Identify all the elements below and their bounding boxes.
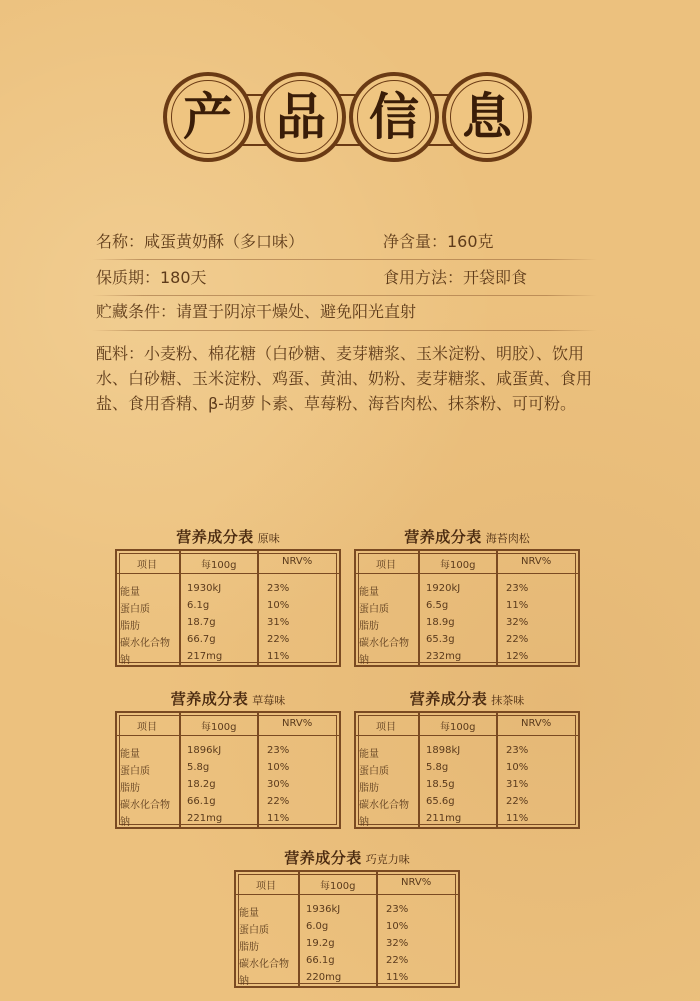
nutrient-nrv: 22% [267,796,290,807]
table-row [117,760,339,777]
nutrient-name: 钠 [359,817,369,828]
nutrient-nrv: 32% [386,938,409,949]
title-char-2: 品 [276,87,326,146]
nutrition-table-flavor: 草莓味 [252,694,286,707]
table-body [117,581,339,666]
nutrient-nrv: 11% [267,813,290,824]
table-row [356,649,578,666]
nutrient-per100g: 18.9g [426,617,455,628]
title-char-3: 信 [369,87,419,146]
nutrient-nrv: 31% [267,617,290,628]
nutrient-nrv: 10% [267,762,290,773]
header-per100g: 每100g [440,560,476,571]
header-nrv: NRV% [282,556,313,567]
header-item: 项目 [137,722,157,733]
header-per100g: 每100g [320,881,356,892]
table-row [117,743,339,760]
table-row [236,970,458,987]
nutrient-nrv: 11% [506,600,529,611]
table-row [236,936,458,953]
nutrient-per100g: 5.8g [187,762,210,773]
table-row [356,794,578,811]
nutrition-table-title: 营养成分表 [170,690,249,708]
nutrient-name: 碳水化合物 [120,638,170,649]
table-row [117,615,339,632]
table-row [356,598,578,615]
table-row [236,953,458,970]
nutrition-table-3 [115,689,341,829]
nutrient-per100g: 19.2g [306,938,335,949]
nutrient-name: 脂肪 [120,621,140,632]
nutrition-table-flavor: 抹茶味 [491,694,525,707]
table-row [117,777,339,794]
nutrient-name: 脂肪 [239,942,259,953]
nutrient-name: 蛋白质 [239,925,269,936]
table-row [117,632,339,649]
nutrient-name: 碳水化合物 [359,638,409,649]
nutrition-table-title: 营养成分表 [284,849,362,867]
nutrient-nrv: 12% [506,651,529,662]
table-row [117,794,339,811]
table-header-row [356,713,578,736]
nutrient-name: 碳水化合物 [359,800,409,811]
table-row [356,777,578,794]
nutrition-table-flavor: 原味 [257,532,280,545]
nutrient-name: 蛋白质 [120,604,150,615]
table-row [236,919,458,936]
nutrient-nrv: 32% [506,617,529,628]
table-row [356,581,578,598]
nutrient-name: 钠 [239,976,249,987]
nutrient-name: 蛋白质 [120,766,150,777]
nutrition-table-title: 营养成分表 [409,690,488,708]
nutrient-name: 能量 [239,908,259,919]
header-per100g: 每100g [201,560,237,571]
nutrient-per100g: 1930kJ [187,583,222,594]
nutrition-table-grid [115,549,341,667]
nutrient-name: 脂肪 [120,783,140,794]
nutrient-name: 脂肪 [359,783,379,794]
nutrient-nrv: 11% [267,651,290,662]
nutrient-nrv: 11% [386,972,409,983]
nutrient-nrv: 22% [506,634,529,645]
nutrient-name: 能量 [359,749,379,760]
nutrition-table-heading [354,527,580,547]
nutrition-table-flavor: 海苔肉松 [485,532,530,545]
nutrient-per100g: 6.0g [306,921,329,932]
table-header-row [117,713,339,736]
net-weight: 净含量：160克 [383,232,494,251]
nutrient-per100g: 18.2g [187,779,216,790]
divider-3 [92,330,597,331]
nutrient-nrv: 10% [506,762,529,773]
nutrient-name: 脂肪 [359,621,379,632]
nutrient-per100g: 66.7g [187,634,216,645]
title-circle-4 [442,72,532,162]
nutrient-per100g: 1898kJ [426,745,461,756]
storage-conditions: 贮藏条件：请置于阴凉干燥处、避免阳光直射 [96,302,417,321]
table-body [117,743,339,828]
divider-2 [92,295,597,296]
header-nrv: NRV% [521,718,552,729]
nutrient-nrv: 22% [386,955,409,966]
nutrition-table-heading [234,848,460,868]
product-name: 名称：咸蛋黄奶酥（多口味） [96,232,305,251]
table-row [356,760,578,777]
nutrient-per100g: 65.3g [426,634,455,645]
nutrient-per100g: 18.5g [426,779,455,790]
header-per100g: 每100g [440,722,476,733]
table-header-row [117,551,339,574]
nutrient-nrv: 10% [386,921,409,932]
nutrient-nrv: 23% [267,583,290,594]
nutrient-name: 能量 [120,749,140,760]
nutrient-per100g: 220mg [306,972,342,983]
nutrient-per100g: 65.6g [426,796,455,807]
nutrient-per100g: 6.5g [426,600,449,611]
nutrient-nrv: 23% [267,745,290,756]
nutrition-table-grid [354,711,580,829]
nutrition-table-grid [234,870,460,988]
nutrient-per100g: 1896kJ [187,745,222,756]
nutrient-per100g: 6.1g [187,600,210,611]
table-body [236,902,458,987]
nutrient-nrv: 10% [267,600,290,611]
title-circle-3 [349,72,439,162]
table-row [356,615,578,632]
title-circle-1 [163,72,253,162]
nutrient-name: 钠 [359,655,369,666]
header-per100g: 每100g [201,722,237,733]
nutrient-name: 碳水化合物 [239,959,289,970]
table-header-row [356,551,578,574]
table-header-row [236,872,458,895]
title-char-1: 产 [183,87,233,146]
table-row [236,902,458,919]
nutrient-nrv: 22% [506,796,529,807]
table-row [117,598,339,615]
nutrient-name: 钠 [120,817,130,828]
nutrient-nrv: 11% [506,813,529,824]
nutrient-per100g: 1920kJ [426,583,461,594]
header-nrv: NRV% [282,718,313,729]
nutrition-table-title: 营养成分表 [404,528,482,546]
table-row [117,649,339,666]
table-row [356,632,578,649]
nutrition-table-flavor: 巧克力味 [365,853,410,866]
nutrition-table-heading [354,689,580,709]
title-circle-2 [256,72,346,162]
shelf-life: 保质期：180天 [96,268,207,287]
nutrient-nrv: 23% [506,583,529,594]
nutrition-table-4 [354,689,580,829]
table-row [356,811,578,828]
nutrient-name: 蛋白质 [359,766,389,777]
nutrient-per100g: 18.7g [187,617,216,628]
nutrient-name: 蛋白质 [359,604,389,615]
nutrition-table-2 [354,527,580,667]
nutrient-nrv: 30% [267,779,290,790]
nutrition-table-heading [115,689,341,709]
nutrient-per100g: 5.8g [426,762,449,773]
header-item: 项目 [376,560,396,571]
nutrient-nrv: 31% [506,779,529,790]
nutrient-per100g: 66.1g [187,796,216,807]
nutrient-per100g: 211mg [426,813,462,824]
header-nrv: NRV% [521,556,552,567]
table-row [117,811,339,828]
nutrition-table-heading [115,527,341,547]
title-banner [163,68,533,168]
table-body [356,743,578,828]
nutrient-nrv: 23% [506,745,529,756]
nutrition-table-1 [115,527,341,667]
nutrient-per100g: 221mg [187,813,223,824]
nutrient-nrv: 23% [386,904,409,915]
nutrient-name: 能量 [359,587,379,598]
header-item: 项目 [137,560,157,571]
nutrient-name: 碳水化合物 [120,800,170,811]
nutrient-name: 钠 [120,655,130,666]
nutrient-per100g: 1936kJ [306,904,341,915]
table-row [356,743,578,760]
header-item: 项目 [376,722,396,733]
ingredients: 配料：小麦粉、棉花糖（白砂糖、麦芽糖浆、玉米淀粉、明胶）、饮用水、白砂糖、玉米淀粉、鸡蛋、黄油、奶粉、麦芽糖浆、咸蛋黄、食用盐、食用香精、β-胡萝卜素、草莓粉、海苔肉松、抹茶粉、可可粉。 [96,344,593,413]
nutrient-nrv: 22% [267,634,290,645]
table-body [356,581,578,666]
nutrient-per100g: 66.1g [306,955,335,966]
nutrient-per100g: 232mg [426,651,462,662]
nutrition-table-title: 营养成分表 [176,528,254,546]
table-row [117,581,339,598]
nutrition-table-grid [354,549,580,667]
header-item: 项目 [256,881,276,892]
header-nrv: NRV% [401,877,432,888]
divider-1 [92,259,597,260]
nutrient-name: 能量 [120,587,140,598]
nutrition-table-5 [234,848,460,988]
nutrition-table-grid [115,711,341,829]
title-char-4: 息 [462,87,512,146]
usage-method: 食用方法：开袋即食 [383,268,528,287]
nutrient-per100g: 217mg [187,651,223,662]
